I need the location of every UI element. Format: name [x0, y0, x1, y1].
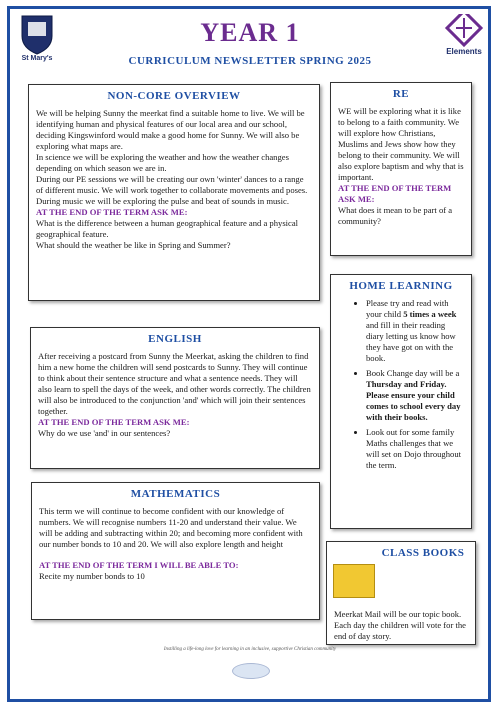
english-question: Why do we use 'and' in our sentences?	[38, 428, 171, 438]
mathematics-able-label: AT THE END OF THE TERM I WILL BE ABLE TO:	[39, 560, 239, 570]
footer-motto: Instilling a life-long love for learning in an inclusive, supportive Christian community	[163, 647, 337, 652]
page-title: YEAR 1	[200, 18, 300, 47]
re-ask-label: AT THE END OF THE TERM ASK ME:	[338, 183, 452, 204]
meerkat-mail-book-cover	[333, 564, 375, 598]
re-heading: RE	[392, 88, 410, 100]
home-learning-item: • Book Change day will be a Thursday and Friday. Please ensure your child comes to school every day with their books.	[366, 368, 464, 423]
mathematics-text: This term we will continue to become confident with our knowledge of numbers. We will recognise numbers 11-20 and understand their value. We will be adding and subtracting within 20; and becoming more confident with our number bonds to 10 and 20. We will also explore length and height	[39, 506, 303, 549]
non-core-paragraph: During our PE sessions we will be creating our own 'winter' dances to a range of different music. We will work together to collaborate movements and poses.	[36, 174, 308, 195]
home-learning-item: • Look out for some family Maths challenges that we will set on Dojo throughout the term.	[366, 427, 464, 471]
footer-logo	[232, 663, 270, 679]
re-question: What does it mean to be part of a community?	[338, 205, 453, 226]
mathematics-goal: Recite my number bonds to 10	[39, 571, 145, 581]
mathematics-box	[31, 482, 320, 620]
school-name: St Mary's	[21, 55, 53, 62]
page-subtitle: CURRICULUM NEWSLETTER SPRING 2025	[128, 55, 372, 67]
english-text: After receiving a postcard from Sunny the Meerkat, asking the children to find him a new home the children will send postcards to Sunny. They will continue to think about their sentence structure and what a sentence needs. They will also learn to spell the days of the week, and other words correctly. The children will also be introduced to the conjunction 'and' which will join their sentences together.	[38, 351, 311, 416]
home-learning-heading: HOME LEARNING	[349, 280, 453, 292]
english-box	[30, 327, 320, 469]
english-heading: ENGLISH	[148, 333, 202, 345]
non-core-paragraph: During music we will be exploring the pulse and beat of sounds in music.	[36, 196, 289, 206]
non-core-overview-box	[28, 84, 320, 301]
re-box	[330, 82, 472, 256]
class-books-heading: CLASS BOOKS	[381, 547, 465, 559]
non-core-question: What should the weather be like in Spring and Summer?	[36, 240, 231, 250]
english-ask-label: AT THE END OF THE TERM ASK ME:	[38, 417, 190, 427]
trust-name: Elements	[446, 47, 482, 56]
class-books-text: Meerkat Mail will be our topic book. Each day the children will vote for the end of day story.	[334, 609, 466, 641]
re-text: WE will be exploring what it is like to belong to a faith community. We will explore how Christians, Muslims and Jews show how they belong to their community. We will also explore baptism and why that is important.	[338, 106, 464, 182]
home-learning-item: • Please try and read with your child 5 times a week and fill in their reading diary letting us know how they have got on with the book.	[366, 298, 464, 364]
non-core-heading: NON-CORE OVERVIEW	[107, 90, 241, 102]
class-books-box	[326, 541, 476, 645]
non-core-paragraph: In science we will be exploring the weather and how the weather changes depending on which season we are in.	[36, 152, 289, 173]
home-learning-box	[330, 274, 472, 529]
home-learning-list	[338, 298, 464, 471]
mathematics-heading: MATHEMATICS	[130, 488, 221, 500]
non-core-ask-label: AT THE END OF THE TERM ASK ME:	[36, 207, 188, 217]
non-core-question: What is the difference between a human geographical feature and a physical geographical feature.	[36, 218, 299, 239]
non-core-paragraph: We will be helping Sunny the meerkat find a suitable home to live. We will be identifying human and physical features of our local area and our school, deciding Kingswinford would make a good home for Sunny. We will also be exploring what maps are.	[36, 108, 305, 151]
